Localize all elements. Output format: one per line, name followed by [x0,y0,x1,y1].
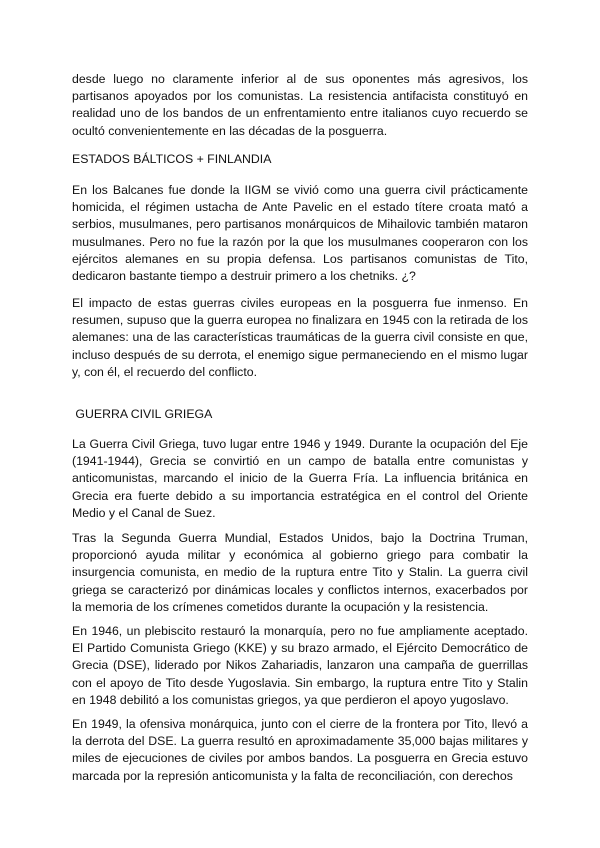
paragraph-1949-offensive: En 1949, la ofensiva monárquica, junto con el cierre de la frontera por Tito, llevó a la derrota del DSE. La guerra resultó en aproximadamente 35,000 bajas militares y miles de ejecuciones de civiles por ambos bandos. La posguerra en Grecia estuvo marcada por la represión anticomunista y la falta de reconciliación, con derechos [72,717,528,783]
paragraph-postwar-impact: El impacto de estas guerras civiles europeas en la posguerra fue inmenso. En resumen, supuso que la guerra europea no finalizara en 1945 con la retirada de los alemanes: una de las características traumáticas de la guerra civil consiste en que, incluso después de su derrota, el enemigo sigue permaneciendo en el mismo lugar y, con él, el recuerdo del conflicto. [72,296,528,379]
paragraph-italian-resistance: desde luego no claramente inferior al de sus oponentes más agresivos, los partisanos apoyados por los comunistas. La resistencia antifacista constituyó en realidad uno de los bandos de un enfrentamiento entre italianos cuyo recuerdo se ocultó convenientemente en las décadas de la posguerra. [72,72,528,138]
paragraph-greek-intro: La Guerra Civil Griega, tuvo lugar entre 1946 y 1949. Durante la ocupación del Eje (1941-1944), Grecia se convirtió en un campo de batalla entre comunistas y anticomunistas, marcando el inicio de la Guerra Fría. La influencia británica en Grecia era fuerte debido a su importancia estratégica en el control del Oriente Medio y el Canal de Suez. [72,437,528,520]
section-heading-greek-civil-war: GUERRA CIVIL GRIEGA [72,407,213,421]
paragraph-truman-doctrine: Tras la Segunda Guerra Mundial, Estados Unidos, bajo la Doctrina Truman, proporcionó ayuda militar y económica al gobierno griego para combatir la insurgencia comunista, en medio de la ruptura entre Tito y Stalin. La guerra civil griega se caracterizó por dinámicas locales y conflictos internos, exacerbados por la memoria de los crímenes cometidos durante la ocupación y la resistencia. [72,531,528,614]
paragraph-balkans: En los Balcanes fue donde la IIGM se vivió como una guerra civil prácticamente homicida, el régimen ustacha de Ante Pavelic en el estado títere croata mató a serbios, musulmanes, pero partisanos monárquicos de Mihailovic también mataron musulmanes. Pero no fue la razón por la que los musulmanes cooperaron con los ejércitos alemanes en su propia defensa. Los partisanos comunistas de Tito, dedicaron bastante tiempo a destruir primero a los chetniks. ¿? [72,183,528,284]
section-heading-baltic-finland: ESTADOS BÁLTICOS + FINLANDIA [72,152,272,166]
paragraph-1946-plebiscite: En 1946, un plebiscito restauró la monarquía, pero no fue ampliamente aceptado. El Partido Comunista Griego (KKE) y su brazo armado, el Ejército Democrático de Grecia (DSE), liderado por Nikos Zahariadis, lanzaron una campaña de guerrillas con el apoyo de Tito desde Yugoslavia. Sin embargo, la ruptura entre Tito y Stalin en 1948 debilitó a los comunistas griegos, ya que perdieron el apoyo yugoslavo. [72,624,528,707]
